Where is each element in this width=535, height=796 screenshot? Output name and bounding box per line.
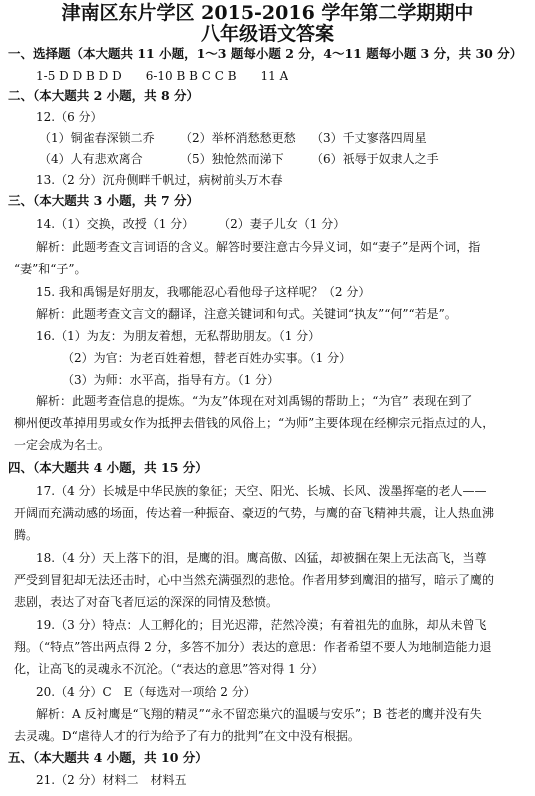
section-4-heading: 四、（本大题共 4 小题，共 15 分） (8, 460, 208, 475)
section-1-heading: 一、选择题（本大题共 11 小题，1～3 题每小题 2 分，4～11 题每小题 3 分，共 30 分） (8, 46, 523, 61)
q12-item-4: （4）人有悲欢离合 (39, 152, 143, 166)
document-subtitle: 八年级语文答案 (200, 23, 334, 45)
section-5-heading: 五、（本大题共 4 小题，共 10 分） (8, 750, 208, 765)
q16-explanation-line-2: 柳州便改革掉用男或女作为抵押去借钱的风俗上；“为师”主要体现在经柳宗元指点过的人， (14, 416, 495, 430)
question-16-part-2: （2）为官：为老百姓着想，替老百姓办实事。（1 分） (62, 351, 352, 365)
q12-item-6: （6）祇辱于奴隶人之手 (311, 152, 439, 166)
question-18-line-3: 悲剧，表达了对奋飞者厄运的深深的同情及愁愤。 (14, 595, 279, 609)
q14-explanation-line-2: “妻”和“子”。 (14, 262, 87, 276)
question-15-answer: 15. 我和禹锡是好朋友，我哪能忍心看他母子这样呢？（2 分） (36, 285, 371, 299)
q20-explanation-line-1: 解析：A 反衬鹰是“飞翔的精灵”“永不留恋巢穴的温暖与安乐”；B 苍老的鹰并没有失 (36, 707, 482, 721)
q15-explanation: 解析：此题考查文言文的翻译，注意关键词和句式。关键词“执友”“何”“若是”。 (36, 307, 457, 321)
q16-explanation-line-3: 一定会成为名士。 (14, 438, 111, 452)
question-19-line-2: 翔。（“特点”答出两点得 2 分，多答不加分）表达的意思：作者希望不要人为地制造能力退 (14, 640, 492, 654)
section-3-heading: 三、（本大题共 3 小题，共 7 分） (8, 193, 200, 208)
question-19-line-1: 19.（3 分）特点：人工孵化的；目光迟滞，茫然冷漠；有着祖先的血脉，却从未曾飞 (36, 618, 487, 632)
q12-item-1: （1）铜雀春深锁二乔 (39, 131, 155, 145)
q12-item-2: （2）举杯消愁愁更愁 (180, 131, 296, 145)
q12-item-3: （3）千丈寥落四周星 (311, 131, 427, 145)
document-title: 津南区东片学区 2015-2016 学年第二学期期中 (61, 2, 474, 24)
question-14-answer: 14.（1）交换，改授（1 分） （2）妻子儿女（1 分） (36, 217, 346, 231)
question-16-part-3: （3）为师：水平高，指导有方。（1 分） (62, 373, 280, 387)
question-18-line-1: 18.（4 分）天上落下的泪，是鹰的泪。鹰高傲、凶猛，却被捆在架上无法高飞，当尊 (36, 551, 487, 565)
question-19-line-3: 化，让高飞的灵魂永不沉沦。（“表达的意思”答对得 1 分） (14, 662, 324, 676)
q12-item-5: （5）独怆然而涕下 (180, 152, 284, 166)
question-13-answer: 13.（2 分）沉舟侧畔千帆过，病树前头万木春 (36, 173, 283, 187)
question-17-line-3: 腾。 (14, 528, 39, 542)
question-18-line-2: 严受到冒犯却无法还击时，心中当然充满强烈的悲怆。作者用梦到鹰泪的描写，暗示了鹰的 (14, 573, 495, 587)
section-2-heading: 二、（本大题共 2 小题，共 8 分） (8, 88, 200, 103)
section-1-answers: 1-5 D D B D D 6-10 B B C C B 11 A (36, 69, 289, 83)
question-16-part-1: 16.（1）为友：为朋友着想，无私帮助朋友。（1 分） (36, 329, 321, 343)
q14-explanation-line-1: 解析：此题考查文言词语的含义。解答时要注意古今异义词，如“妻子”是两个词，指 (36, 240, 481, 254)
question-12-label: 12.（6 分） (36, 110, 103, 124)
question-21-answer: 21.（2 分）材料二 材料五 (36, 773, 187, 787)
q16-explanation-line-1: 解析：此题考查信息的提炼。“为友”体现在对刘禹锡的帮助上；“为官” 表现在到了 (36, 394, 473, 408)
q20-explanation-line-2: 去灵魂。D“虐待人才的行为给予了有力的批判”在文中没有根据。 (14, 729, 360, 743)
question-20-answer: 20.（4 分）C E（每选对一项给 2 分） (36, 685, 256, 699)
question-17-line-2: 开阔而充满动感的场面，传达着一种振奋、豪迈的气势，与鹰的奋飞精神共震，让人热血沸 (14, 506, 495, 520)
question-17-line-1: 17.（4 分）长城是中华民族的象征；天空、阳光、长城、长风、泼墨挥毫的老人—— (36, 484, 487, 498)
